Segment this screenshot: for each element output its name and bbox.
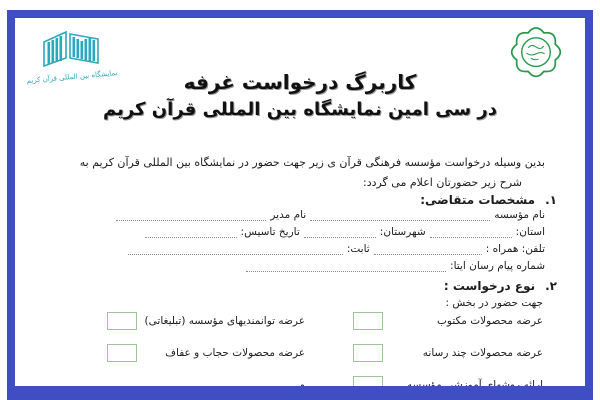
option-label: عرضه محصولات حجاب و عفاف: [165, 347, 305, 359]
field-row-location: [85, 226, 545, 239]
founded-date-blank[interactable]: [145, 228, 237, 238]
county-label: شهرستان:: [379, 226, 426, 238]
intro-text-line1: بدین وسیله درخواست مؤسسه فرهنگی قرآن ی زیر جهت حضور در نمایشگاه بین المللی قرآن کریم به: [79, 156, 545, 169]
province-label: استان:: [515, 226, 545, 238]
field-row-messenger: [85, 260, 545, 273]
other-option-blank[interactable]: [109, 380, 294, 389]
field-row-institute: [85, 209, 545, 222]
director-name-blank[interactable]: [116, 211, 266, 221]
section2-number: ۲.: [545, 279, 557, 293]
exhibition-logo-caption: نمایشگاه بین المللی قرآن کریم: [26, 69, 118, 85]
founded-date-label: تاریخ تاسیس:: [240, 226, 300, 238]
ministry-seal-icon: [504, 21, 568, 85]
option-label: عرضه محصولات مکتوب: [437, 315, 543, 327]
option-hijab-products: [107, 343, 305, 363]
county-blank[interactable]: [304, 228, 376, 238]
section1-number: ۱.: [545, 193, 557, 207]
educational-methods-checkbox[interactable]: [353, 376, 383, 394]
option-multimedia-products: [353, 343, 543, 363]
option-institute-capabilities: [107, 311, 305, 331]
section1-heading: [420, 193, 557, 207]
field-row-phone: [85, 243, 545, 256]
option-other: [107, 375, 305, 395]
option-label: عرضه محصولات چند رسانه: [422, 347, 543, 359]
mobile-phone-blank[interactable]: [374, 245, 482, 255]
option-written-products: [353, 311, 543, 331]
institute-name-label: نام مؤسسه: [494, 209, 545, 221]
option-label: عرضه توانمندیهای مؤسسه (تبلیغاتی): [144, 315, 305, 327]
other-option-label: و: [299, 379, 305, 391]
option-label: ارائه روشهای آموزشی مؤسسه: [406, 379, 543, 391]
form-title: کاربرگ درخواست غرفه: [183, 70, 417, 94]
option-educational-methods: [353, 375, 543, 395]
institute-capabilities-checkbox[interactable]: [107, 312, 137, 330]
institute-name-blank[interactable]: [310, 211, 490, 221]
mobile-phone-label: تلفن: همراه :: [485, 243, 545, 255]
multimedia-products-checkbox[interactable]: [353, 344, 383, 362]
quran-exhibition-logo-icon: [40, 27, 104, 69]
landline-blank[interactable]: [128, 245, 343, 255]
section2-title: نوع درخواست :: [443, 279, 536, 293]
hijab-products-checkbox[interactable]: [107, 344, 137, 362]
section2-subheading: جهت حضور در بخش :: [445, 297, 543, 309]
landline-label: ثابت:: [346, 243, 370, 255]
intro-text-line2: شرح زیر حضورتان اعلام می گردد:: [362, 176, 522, 189]
director-name-label: نام مدیر: [270, 209, 307, 221]
eitaa-number-label: شماره پیام رسان ایتا:: [450, 260, 545, 272]
province-blank[interactable]: [430, 228, 512, 238]
written-products-checkbox[interactable]: [353, 312, 383, 330]
form-subtitle: در سی امین نمایشگاه بین المللی قرآن کریم: [102, 99, 497, 120]
eitaa-number-blank[interactable]: [246, 262, 446, 272]
section1-title: مشخصات متقاضی:: [420, 193, 536, 207]
section2-heading: [444, 279, 557, 293]
